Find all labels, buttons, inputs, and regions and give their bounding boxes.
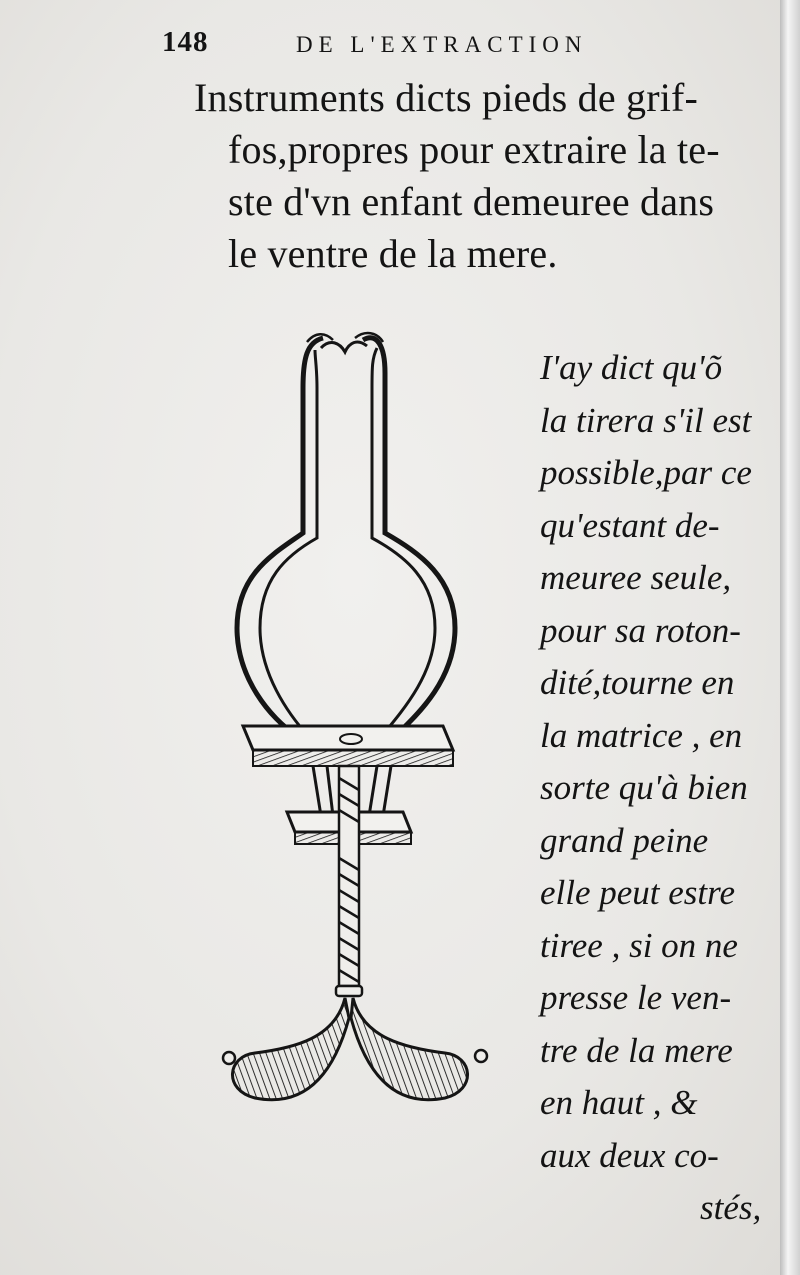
running-head [162, 26, 682, 66]
text-line: possible,par ce [540, 453, 752, 492]
forceps-instrument-illustration [215, 318, 515, 1118]
text-line: tiree , si on ne [540, 925, 738, 965]
caption-line: ste d'vn enfant demeuree dans [228, 179, 715, 224]
text-line: sorte qu'à bien [540, 768, 748, 807]
page-number: 148 [162, 26, 209, 58]
book-spine-edge [780, 0, 800, 1275]
caption-line: Instruments dicts pieds de grif- [194, 75, 699, 120]
text-line: meuree seule, [540, 558, 732, 597]
body-text [540, 342, 770, 1235]
text-line: aux deux co- [540, 1135, 719, 1175]
text-line: grand peine [540, 820, 709, 860]
text-line: la matrice , en [540, 715, 743, 755]
text-line: dité,tourne en [540, 663, 735, 702]
text-line: presse le ven- [540, 978, 732, 1017]
caption-line: fos,propres pour extraire la te- [228, 127, 720, 172]
text-line: tre de la mere [540, 1030, 733, 1070]
running-head-title: DE L'EXTRACTION [296, 32, 588, 57]
text-line: en haut , & [540, 1083, 698, 1122]
text-line: qu'estant de- [540, 505, 720, 545]
text-line: elle peut estre [540, 873, 736, 912]
figure-caption [194, 72, 754, 280]
text-line: I'ay dict qu'õ [540, 348, 723, 387]
caption-line: le ventre de la mere. [228, 231, 558, 276]
text-line: pour sa roton- [540, 610, 741, 650]
text-line: stés, [700, 1188, 762, 1227]
text-line: la tirera s'il est [540, 400, 752, 440]
